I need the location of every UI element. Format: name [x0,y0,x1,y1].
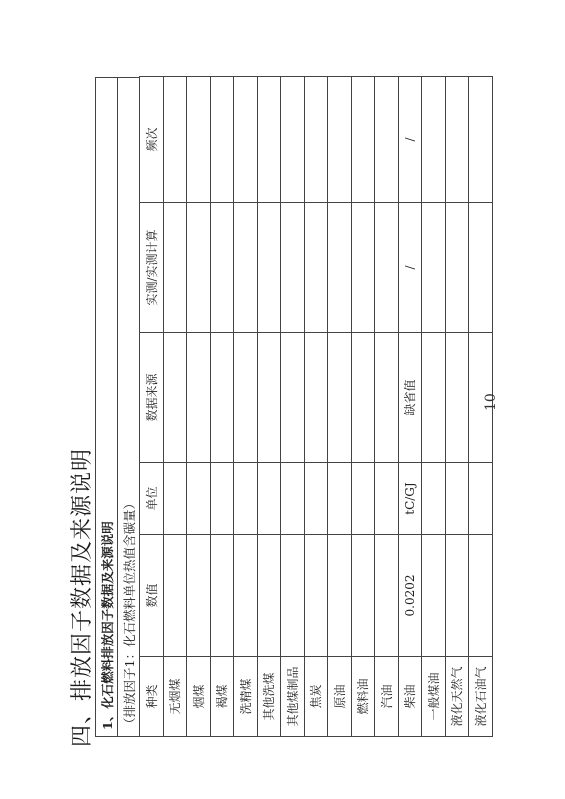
cell-value: 0.0202 [398,535,422,657]
cell-category: 原油 [328,657,352,737]
page-number: 10 [483,393,499,411]
emission-factor-table [139,76,493,737]
cell-category: 液化天然气 [445,657,469,737]
cell-frequency [163,77,187,203]
cell-source [187,333,211,463]
cell-frequency [328,77,352,203]
cell-frequency [375,77,399,203]
cell-category: 洗精煤 [234,657,258,737]
cell-measured [351,203,375,333]
table-row [257,77,281,737]
cell-category: 无烟煤 [163,657,187,737]
cell-value [328,535,352,657]
cell-measured [304,203,328,333]
cell-unit [422,463,446,535]
cell-frequency [187,77,211,203]
table-row [304,77,328,737]
cell-measured [187,203,211,333]
cell-source [375,333,399,463]
cell-measured [422,203,446,333]
cell-unit [163,463,187,535]
cell-source [304,333,328,463]
cell-value [281,535,305,657]
cell-category: 褐煤 [210,657,234,737]
page-heading: 四、排放因子数据及来源说明 [70,447,95,747]
cell-frequency [210,77,234,203]
cell-unit [328,463,352,535]
cell-frequency [422,77,446,203]
table-row [210,77,234,737]
cell-category: 液化石油气 [469,657,493,737]
cell-measured [469,203,493,333]
cell-category: 柴油 [398,657,422,737]
cell-measured [210,203,234,333]
cell-measured [163,203,187,333]
cell-unit [187,463,211,535]
section-title: 1、化石燃料排放因子数据及来源说明 [95,77,117,737]
cell-category: 其他洗煤 [257,657,281,737]
cell-measured [257,203,281,333]
cell-source [234,333,258,463]
header-unit: 单位 [140,463,164,535]
table-row [445,77,469,737]
cell-category: 一般煤油 [422,657,446,737]
cell-measured [281,203,305,333]
table-row [281,77,305,737]
cell-category: 汽油 [375,657,399,737]
table-row [351,77,375,737]
table-row [234,77,258,737]
cell-value [234,535,258,657]
table-row [422,77,446,737]
table-header-row [140,77,164,737]
cell-source [445,333,469,463]
cell-measured [445,203,469,333]
table-row [163,77,187,737]
cell-source: 缺省值 [398,333,422,463]
cell-source [163,333,187,463]
cell-source [328,333,352,463]
header-source: 数据来源 [140,333,164,463]
cell-measured [234,203,258,333]
table-row [187,77,211,737]
table-row [398,77,422,737]
header-measured: 实测/实测计算 [140,203,164,333]
cell-category: 焦炭 [304,657,328,737]
cell-frequency [445,77,469,203]
cell-frequency [304,77,328,203]
cell-measured [328,203,352,333]
table-row [375,77,399,737]
cell-value [375,535,399,657]
cell-value [163,535,187,657]
cell-value [187,535,211,657]
cell-source [351,333,375,463]
cell-unit: tC/GJ [398,463,422,535]
header-value: 数值 [140,535,164,657]
cell-unit [351,463,375,535]
table-body [140,77,493,737]
cell-value [422,535,446,657]
cell-frequency [351,77,375,203]
cell-unit [210,463,234,535]
cell-value [351,535,375,657]
cell-source [210,333,234,463]
header-category: 种类 [140,657,164,737]
cell-unit [304,463,328,535]
cell-measured [375,203,399,333]
cell-value [445,535,469,657]
cell-unit [469,463,493,535]
cell-unit [281,463,305,535]
emission-factor-table-frame [95,77,488,737]
cell-frequency [469,77,493,203]
section-subtitle: （排放因子1：化石燃料单位热值含碳量） [117,77,139,737]
cell-frequency [257,77,281,203]
cell-value [257,535,281,657]
cell-measured: / [398,203,422,333]
cell-value [304,535,328,657]
cell-category: 其他煤制品 [281,657,305,737]
header-frequency: 频次 [140,77,164,203]
cell-frequency [281,77,305,203]
cell-unit [234,463,258,535]
cell-frequency: / [398,77,422,203]
cell-unit [375,463,399,535]
cell-category: 燃料油 [351,657,375,737]
cell-source [281,333,305,463]
cell-value [210,535,234,657]
cell-category: 烟煤 [187,657,211,737]
cell-unit [257,463,281,535]
cell-unit [445,463,469,535]
cell-source [422,333,446,463]
cell-source [257,333,281,463]
table-row [328,77,352,737]
cell-frequency [234,77,258,203]
cell-value [469,535,493,657]
